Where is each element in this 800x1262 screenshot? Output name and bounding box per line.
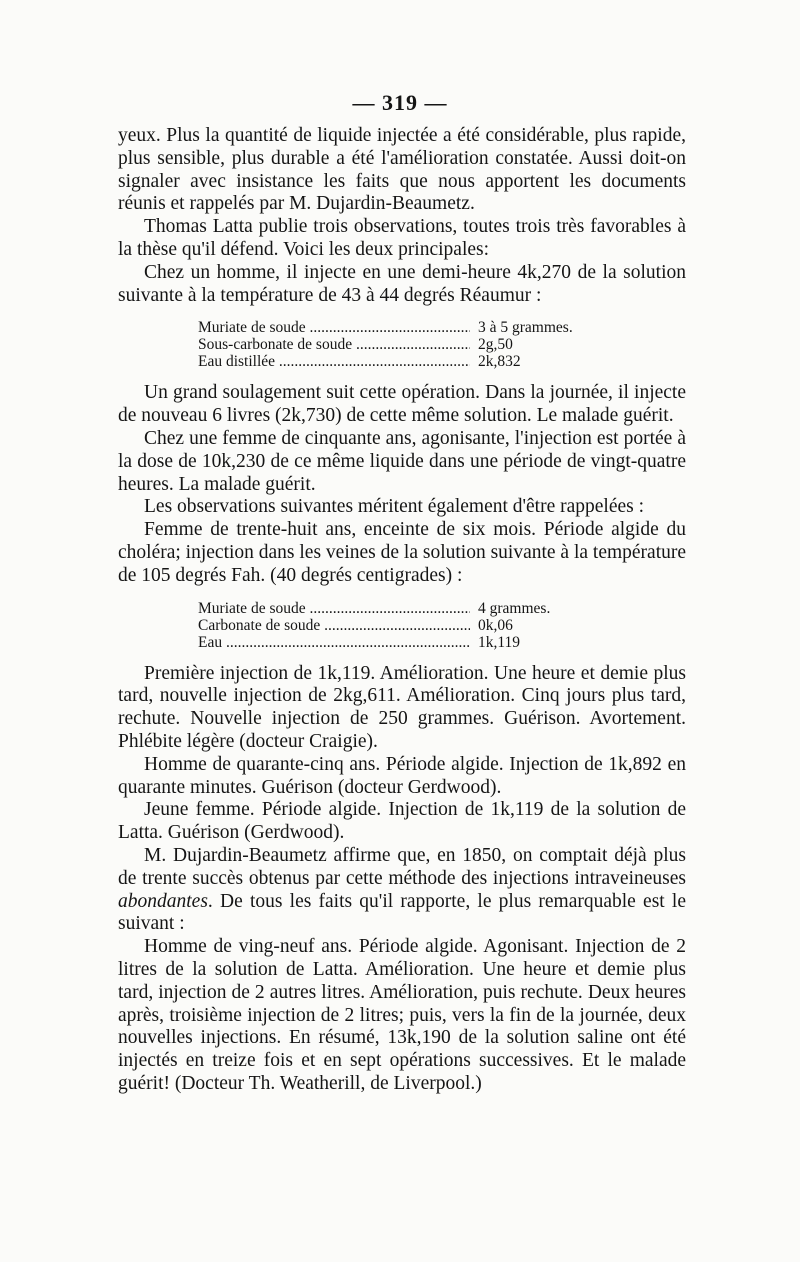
solution-recipe-2 (198, 600, 598, 651)
recipe-ingredient: Eau ..... (198, 634, 470, 651)
paragraph: Les observations suivantes méritent également d'être rappelées : (144, 496, 645, 518)
recipe-quantity: 0k,06 (478, 616, 513, 634)
recipe-quantity: 3 à 5 grammes. (478, 319, 573, 337)
recipe-quantity: 4 grammes. (478, 599, 551, 617)
recipe-ingredient: Muriate de soude ..... (198, 319, 470, 336)
solution-recipe-1 (198, 319, 598, 370)
recipe-row (198, 600, 598, 617)
paragraph-text: . De tous les faits qu'il rapporte, le plus remarquable est le suivant : (118, 890, 686, 935)
paragraph: Jeune femme. Période algide. Injection de 1k,119 de la solution de Latta. Guérison (Gerdwood). (118, 799, 686, 844)
paragraph: Homme de quarante-cinq ans. Période algide. Injection de 1k,892 en quarante minutes. Guérison (docteur Gerdwood). (118, 753, 686, 798)
recipe-quantity: 2k,832 (478, 353, 521, 371)
recipe-row (198, 319, 598, 336)
recipe-ingredient: Sous-carbonate de soude ..... (198, 336, 470, 353)
recipe-quantity: 2g,50 (478, 336, 513, 354)
paragraph: yeux. Plus la quantité de liquide injectée a été considérable, plus rapide, plus sensible, plus durable a été l'amélioration constatée. Aussi doit-on signaler avec insistance les faits que nous apportent les documents réunis et rappelés par M. Dujardin-Beaumetz. (118, 125, 686, 215)
recipe-row (198, 634, 598, 651)
recipe-ingredient: Carbonate de soude ..... (198, 617, 470, 634)
recipe-ingredient: Eau distillée ..... (198, 353, 470, 370)
paragraph-text: M. Dujardin-Beaumetz affirme que, en 1850, on comptait déjà plus de trente succès obtenus par cette méthode des injections intraveineuses (118, 844, 686, 889)
emphasized-word: abondantes (118, 890, 208, 912)
paragraph: Chez un homme, il injecte en une demi-heure 4k,270 de la solution suivante à la température de 43 à 44 degrés Réaumur : (118, 261, 686, 306)
body-text (118, 125, 686, 1096)
recipe-ingredient: Muriate de soude ..... (198, 600, 470, 617)
paragraph: Première injection de 1k,119. Amélioration. Une heure et demie plus tard, nouvelle injection de 2kg,611. Amélioration. Cinq jours plus tard, rechute. Nouvelle injection de 250 grammes. Guérison. Avortement. Phlébite légère (docteur Craigie). (118, 662, 686, 752)
recipe-row (198, 336, 598, 353)
paragraph: Un grand soulagement suit cette opération. Dans la journée, il injecte de nouveau 6 livres (2k,730) de cette même solution. Le malade guérit. (118, 382, 686, 427)
recipe-row (198, 617, 598, 634)
page-number: — 319 — (352, 90, 448, 115)
recipe-quantity: 1k,119 (478, 633, 521, 651)
recipe-row (198, 353, 598, 370)
paragraph: Femme de trente-huit ans, enceinte de six mois. Période algide du choléra; injection dans les veines de la solution suivante à la température de 105 degrés Fah. (40 degrés centigrades) : (118, 519, 687, 586)
paragraph: Chez une femme de cinquante ans, agonisante, l'injection est portée à la dose de 10k,230 de ce même liquide dans une période de vingt-quatre heures. La malade guérit. (118, 427, 686, 495)
paragraph: Homme de ving-neuf ans. Période algide. Agonisant. Injection de 2 litres de la solution de Latta. Amélioration. Une heure et demie plus tard, injection de 2 autres litres. Amélioration, puis rechute. Deux heures après, troisième injection de 2 litres; puis, vers la fin de la journée, deux nouvelles injections. En résumé, 13k,190 de la solution saline ont été injectés en treize fois et en sept opérations successives. Et le malade guérit! (Docteur Th. Weatherill, de Liverpool.) (118, 936, 686, 1094)
paragraph (118, 845, 686, 936)
paragraph: Thomas Latta publie trois observations, toutes trois très favorables à la thèse qu'il défend. Voici les deux principales: (118, 216, 686, 260)
